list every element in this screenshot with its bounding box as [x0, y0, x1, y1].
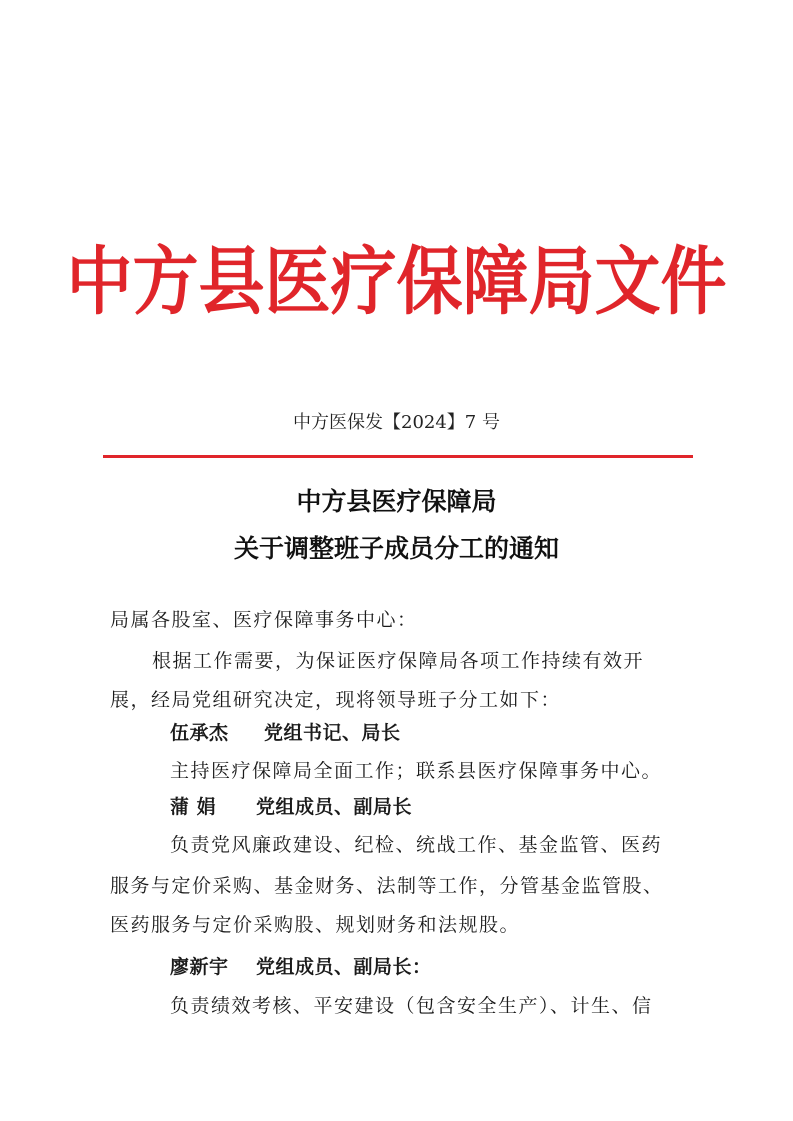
notice-title-line-2: 关于调整班子成员分工的通知: [233, 534, 559, 563]
document-number: 中方医保发【2024】7 号: [293, 412, 500, 433]
member-3-duty-line-1: 负责绩效考核、平安建设（包含安全生产）、计生、信: [170, 995, 653, 1017]
intro-paragraph-line-1: 根据工作需要，为保证医疗保障局各项工作持续有效开: [152, 650, 645, 672]
member-2-duty-line-1: 负责党风廉政建设、纪检、统战工作、基金监管、医药: [170, 834, 663, 856]
member-3-name: 廖新宇: [170, 956, 229, 978]
member-1-role: 党组书记、局长: [264, 722, 401, 744]
member-1-duty-line-1: 主持医疗保障局全面工作；联系县医疗保障事务中心。: [170, 760, 663, 782]
member-2-role: 党组成员、副局长: [256, 796, 413, 818]
member-1-name: 伍承杰: [170, 722, 229, 744]
member-2-duty-line-2: 服务与定价采购、基金财务、法制等工作，分管基金监管股、: [110, 875, 664, 897]
member-2-duty-line-3: 医药服务与定价采购股、规划财务和法规股。: [110, 914, 521, 936]
red-divider-line: [103, 455, 693, 458]
notice-title-line-1: 中方县医疗保障局: [296, 487, 497, 516]
salutation: 局属各股室、医疗保障事务中心：: [110, 609, 418, 631]
member-2-name: 蒲 娟: [170, 796, 217, 818]
intro-paragraph-line-2: 展，经局党组研究决定，现将领导班子分工如下：: [110, 689, 562, 711]
member-3-role: 党组成员、副局长：: [256, 956, 432, 978]
agency-header-title: 中方县医疗保障局文件: [66, 238, 727, 325]
